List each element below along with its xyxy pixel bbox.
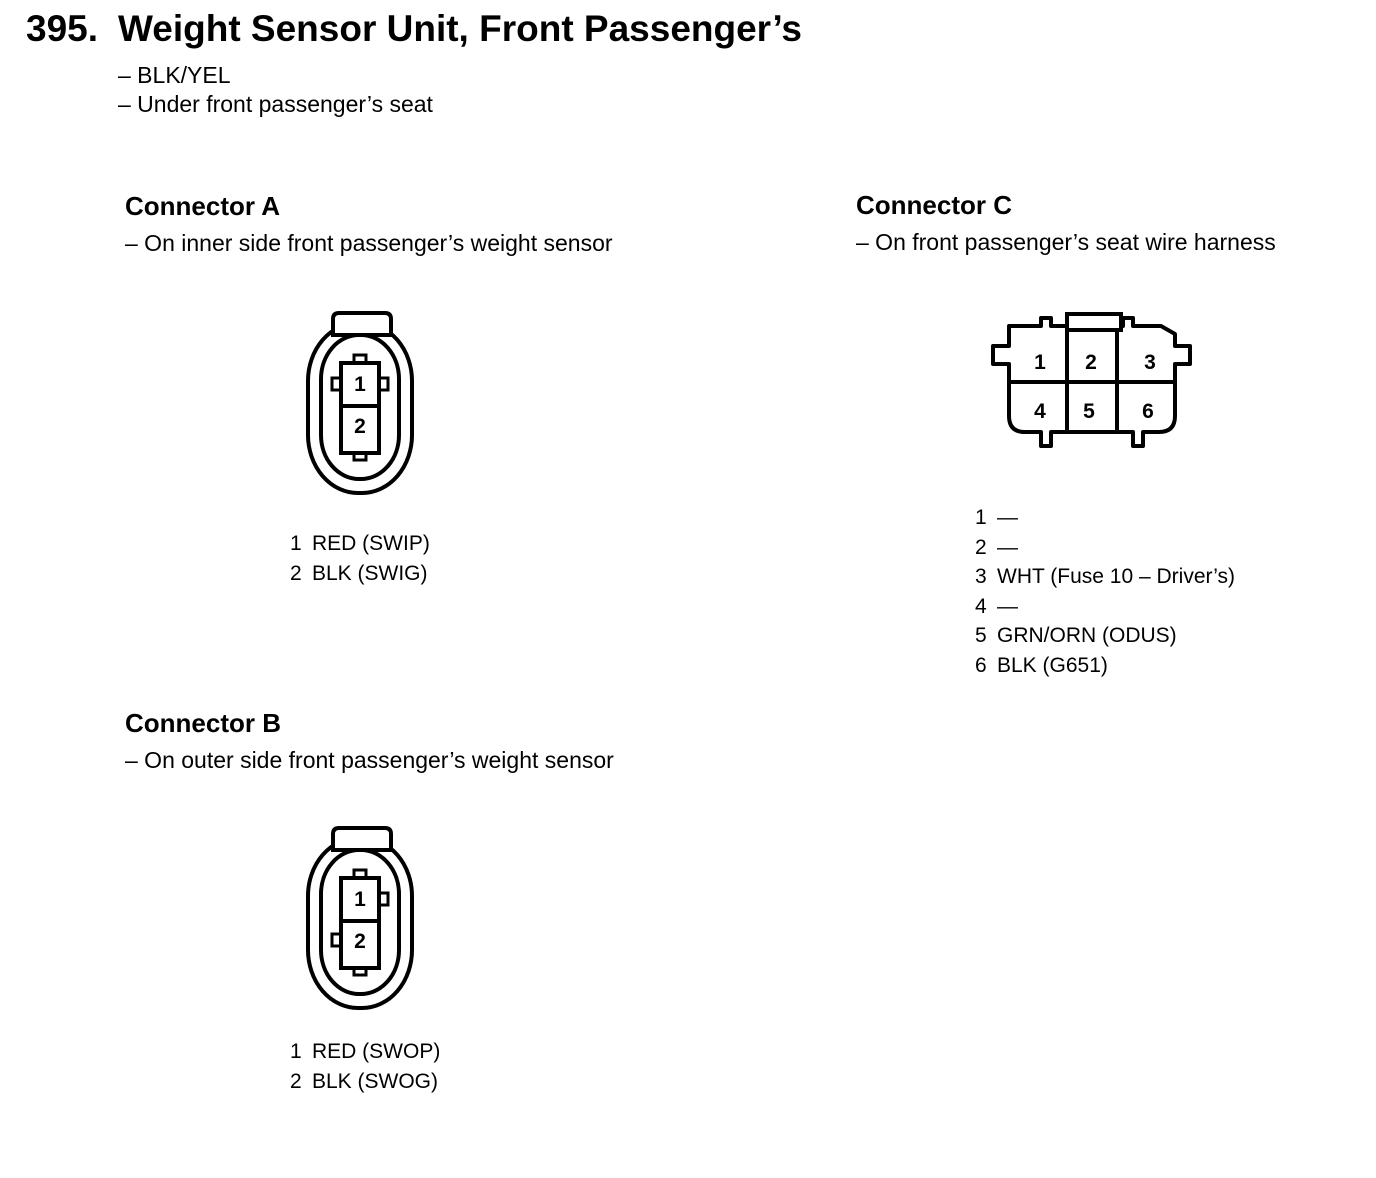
pin-number: 2 (290, 561, 302, 585)
connector-b-title: Connector B (125, 708, 281, 738)
pin-row (290, 1067, 440, 1097)
connector-c-diagram (985, 308, 1200, 458)
pin-row (975, 562, 1235, 592)
pin-description: GRN/ORN (ODUS) (997, 624, 1177, 647)
pin-description: — (997, 594, 1018, 618)
pin-row (975, 592, 1235, 622)
cavity-label-6: 6 (1142, 400, 1154, 423)
connector-a-title: Connector A (125, 191, 281, 221)
cavity-label-1: 1 (354, 888, 366, 911)
pin-number: 4 (975, 594, 987, 618)
connector-a-location: – On inner side front passenger’s weight sensor (125, 230, 613, 256)
connector-a-pin-list (290, 529, 430, 588)
pin-number: 2 (290, 1069, 302, 1093)
pin-number: 5 (975, 624, 987, 647)
connector-b-location: – On outer side front passenger’s weight sensor (125, 747, 614, 773)
connector-c-pin-list (975, 503, 1235, 680)
pin-row (290, 529, 430, 559)
unit-location: – Under front passenger’s seat (118, 91, 433, 117)
pin-description: — (997, 535, 1018, 559)
pin-description: RED (SWIP) (312, 532, 430, 555)
pin-number: 1 (975, 506, 987, 529)
cavity-label-2: 2 (1085, 351, 1097, 374)
pin-description: — (997, 506, 1018, 529)
pin-number: 2 (975, 535, 987, 559)
cavity-label-2: 2 (354, 930, 366, 953)
pin-row (975, 621, 1235, 651)
pin-number: 1 (290, 532, 302, 555)
page-title: Weight Sensor Unit, Front Passenger’s (118, 8, 802, 49)
pin-description: RED (SWOP) (312, 1040, 441, 1063)
pin-number: 3 (975, 565, 987, 588)
connector-c-location: – On front passenger’s seat wire harness (856, 229, 1276, 255)
pin-row (975, 503, 1235, 533)
connector-c-title: Connector C (856, 190, 1012, 220)
cavity-label-1: 1 (354, 373, 366, 396)
cavity-label-5: 5 (1083, 400, 1095, 423)
pin-row (290, 559, 430, 589)
connector-b-pin-list (290, 1037, 440, 1096)
pin-description: WHT (Fuse 10 – Driver’s) (997, 565, 1236, 588)
cavity-label-1: 1 (1034, 351, 1046, 374)
pin-row (290, 1037, 440, 1067)
pin-number: 6 (975, 653, 987, 677)
pin-row (975, 651, 1235, 681)
pin-row (975, 533, 1235, 563)
connector-b-diagram (295, 820, 425, 1015)
connector-a-diagram (295, 305, 425, 500)
cavity-label-4: 4 (1034, 400, 1046, 423)
harness-color: – BLK/YEL (118, 62, 231, 88)
pin-description: BLK (SWIG) (312, 561, 428, 585)
pin-number: 1 (290, 1040, 302, 1063)
page-number: 395. (26, 8, 99, 49)
pin-description: BLK (G651) (997, 653, 1108, 677)
cavity-label-2: 2 (354, 415, 366, 438)
pin-description: BLK (SWOG) (312, 1069, 439, 1093)
cavity-label-3: 3 (1144, 351, 1156, 374)
